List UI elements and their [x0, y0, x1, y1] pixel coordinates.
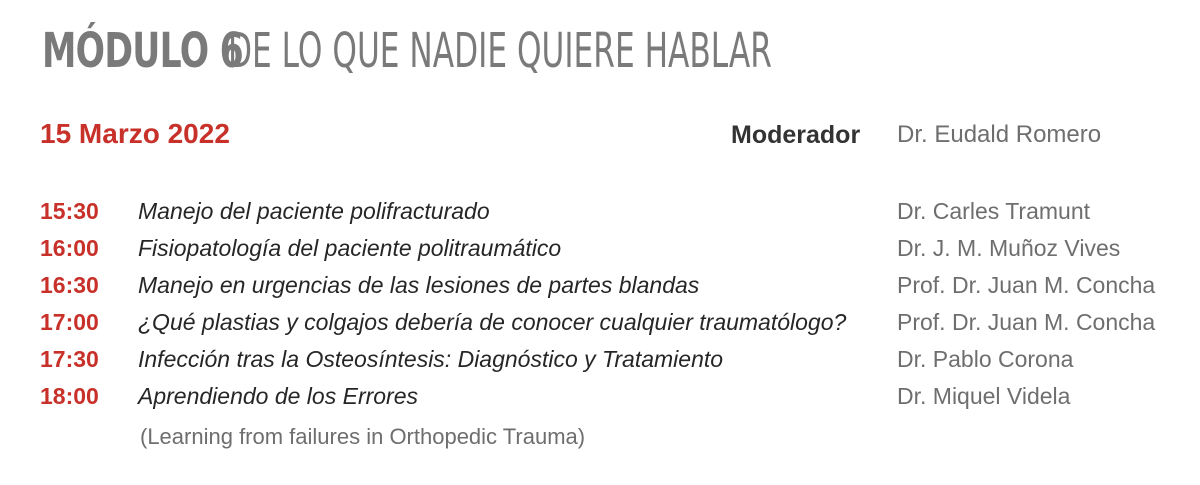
schedule-topic: ¿Qué plastias y colgajos debería de conocer cualquier traumatólogo?: [138, 309, 847, 335]
session-date: 15 Marzo 2022: [40, 118, 230, 149]
schedule-topic: Infección tras la Osteosíntesis: Diagnóstico y Tratamiento: [138, 346, 724, 372]
session-note: (Learning from failures in Orthopedic Trauma): [140, 424, 586, 449]
schedule-time: 17:30: [40, 346, 99, 372]
schedule-time: 16:30: [40, 272, 99, 298]
schedule-row: [0, 267, 1200, 304]
schedule-row: [0, 341, 1200, 378]
schedule-topic: Fisiopatología del paciente politraumático: [138, 235, 562, 261]
schedule-topic: Manejo del paciente polifracturado: [138, 198, 490, 224]
schedule-speaker: Prof. Dr. Juan M. Concha: [897, 272, 1156, 298]
schedule-speaker: Dr. Carles Tramunt: [897, 198, 1090, 224]
schedule-time: 17:00: [40, 309, 99, 335]
module-number: MÓDULO 6: [42, 23, 244, 79]
schedule-speaker: Dr. Pablo Corona: [897, 346, 1074, 372]
schedule-speaker: Dr. J. M. Muñoz Vives: [897, 235, 1121, 261]
schedule-time: 18:00: [40, 383, 99, 409]
schedule-time: 16:00: [40, 235, 99, 261]
schedule-row: [0, 304, 1200, 341]
schedule-row: [0, 193, 1200, 230]
schedule-row: [0, 230, 1200, 267]
schedule-row: [0, 378, 1200, 415]
schedule-topic: Aprendiendo de los Errores: [138, 383, 418, 409]
schedule-speaker: Dr. Miquel Videla: [897, 383, 1071, 409]
moderator-name: Dr. Eudald Romero: [897, 121, 1102, 148]
schedule-topic: Manejo en urgencias de las lesiones de partes blandas: [138, 272, 700, 298]
moderator-label: Moderador: [731, 121, 861, 149]
module-title: DE LO QUE NADIE QUIERE HABLAR: [228, 23, 772, 79]
schedule-time: 15:30: [40, 198, 99, 224]
module-header: [42, 16, 772, 86]
schedule-speaker: Prof. Dr. Juan M. Concha: [897, 309, 1156, 335]
